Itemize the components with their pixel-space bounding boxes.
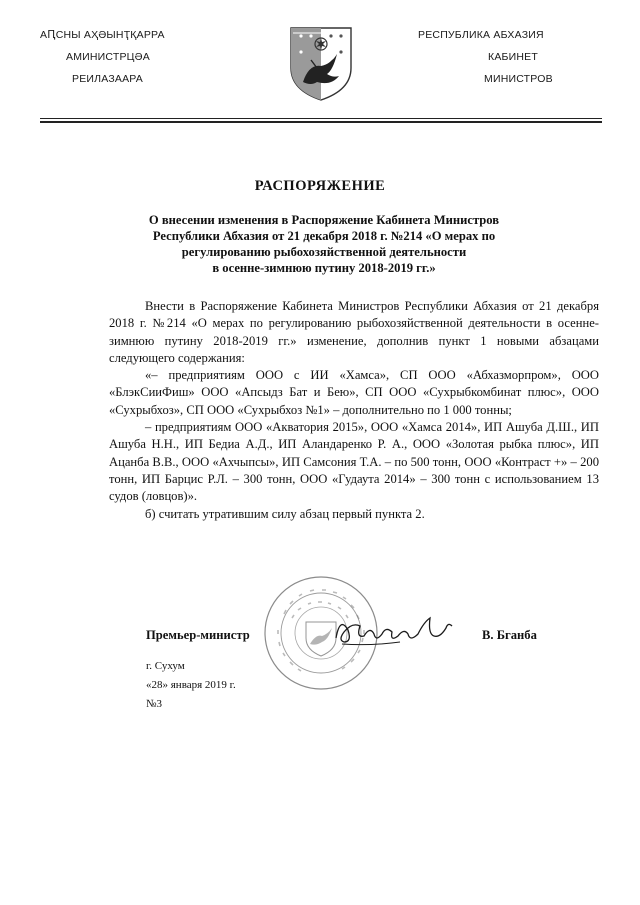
subject-line: регулированию рыбохозяйственной деятельности xyxy=(181,245,467,259)
issue-date: «28» января 2019 г. xyxy=(146,679,236,691)
subject-line: О внесении изменения в Распоряжение Кабинета Министров xyxy=(148,213,500,227)
document-title: РАСПОРЯЖЕНИЕ xyxy=(254,178,386,194)
document-body xyxy=(109,298,599,523)
letterhead-right-line: МИНИСТРОВ xyxy=(484,73,553,85)
letterhead-right-line: КАБИНЕТ xyxy=(488,51,538,63)
header-divider-thick xyxy=(40,121,602,123)
document-subject xyxy=(110,212,538,276)
signatory-name: В. Бганба xyxy=(482,628,537,642)
letterhead-left xyxy=(40,28,220,94)
letterhead-left-line: РЕИЛАЗААРА xyxy=(72,73,143,85)
signatory-title: Премьер-министр xyxy=(146,628,250,642)
letterhead-right-line: РЕСПУБЛИКА АБХАЗИЯ xyxy=(418,29,544,41)
body-paragraph: «– предприятиям ООО с ИИ «Хамса», СП ООО «Абхазморпром», ООО «БлэкСииФиш» ООО «Апсыдз Бат и Бею», СП ООО «Сухрыбкомбинат плюс», ООО «Сухрыбхоз», СП ООО «Сухрыбхоз №1» – дополнительно по 1 000 тонны; xyxy=(109,368,599,417)
letterhead-left-line: АМИНИСТРЦӘА xyxy=(66,51,150,63)
document-number: №3 xyxy=(146,698,162,710)
body-paragraph: – предприятиям ООО «Акватория 2015», ООО «Хамса 2014», ИП Ашуба Д.Ш., ИП Ашуба Н.Н., ИП Бедиа А.Д., ИП Аландаренко Р. А., ООО «Золотая рыбка плюс», ИП Ацанба В.В., ООО «Ахчыпсы», ИП Самсония Т.А. – по 500 тонн, ООО «Контраст +» – 200 тонн, ИП Барцис Р.Л. – 300 тонн, ООО «Гудаута 2014» – 300 тонн с использованием 13 судов (ловцов)». xyxy=(109,420,599,504)
issue-city: г. Сухум xyxy=(146,660,185,672)
letterhead-right xyxy=(418,28,618,94)
body-paragraph: Внести в Распоряжение Кабинета Министров Республики Абхазия от 21 декабря 2018 г. №214 «О мерах по регулированию рыбохозяйственной деятельности в осенне-зимнюю путину 2018-2019 гг.» изменение, дополнив пункт 1 новыми абзацами следующего содержания: xyxy=(109,299,599,365)
handwritten-signature xyxy=(330,608,470,652)
state-emblem-icon xyxy=(287,24,355,102)
subject-line: в осенне-зимнюю путину 2018-2019 гг.» xyxy=(212,261,436,275)
header-divider xyxy=(40,118,602,119)
letterhead-left-line: АԤСНЫ АҲӘЫНҬҚАРРА xyxy=(40,29,165,41)
subject-line: Республики Абхазия от 21 декабря 2018 г. №214 «О мерах по xyxy=(152,229,496,243)
body-paragraph: б) считать утратившим силу абзац первый пункта 2. xyxy=(145,506,425,521)
